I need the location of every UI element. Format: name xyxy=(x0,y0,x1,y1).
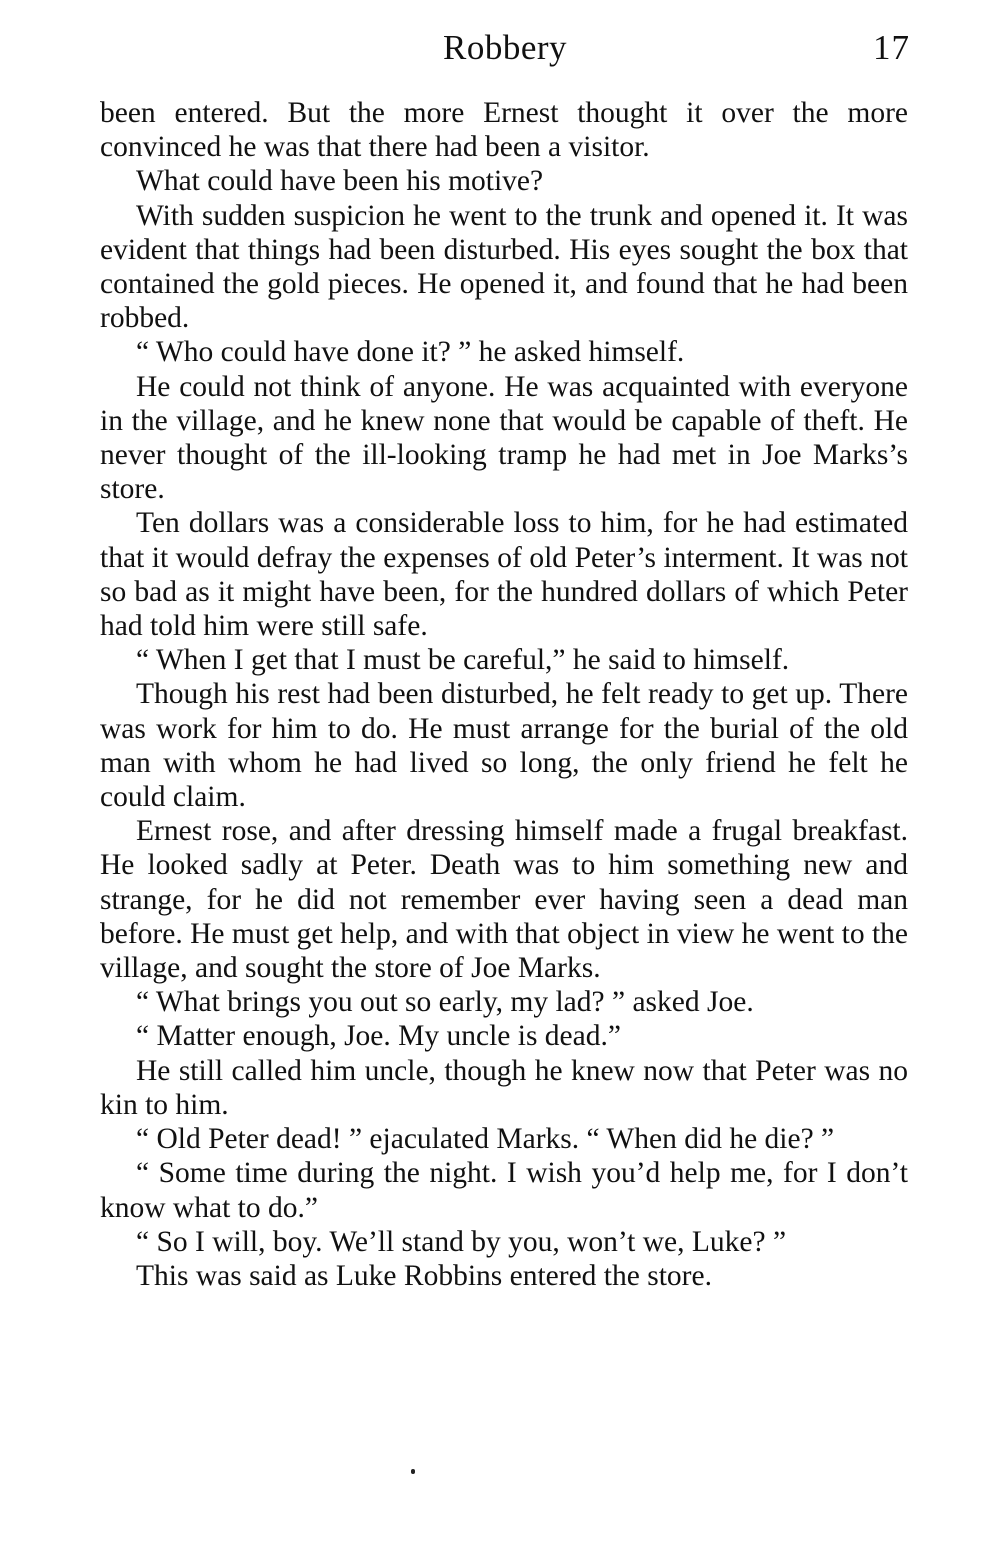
paragraph: He still called him uncle, though he knew now that Peter was no kin to him. xyxy=(100,1054,908,1121)
paragraph: “ Some time during the night. I wish you’d help me, for I don’t know what to do.” xyxy=(100,1157,908,1224)
paragraph: “ When I get that I must be careful,” he said to himself. xyxy=(136,644,790,677)
paragraph: “ Old Peter dead! ” ejaculated Marks. “ When did he die? ” xyxy=(136,1123,835,1156)
running-head xyxy=(100,28,910,76)
paragraph: “ So I will, boy. We’ll stand by you, won’t we, Luke? ” xyxy=(136,1225,787,1258)
paragraph: Ernest rose, and after dressing himself made a frugal breakfast. He looked sadly at Peter. Death was to him something new and strange, for he did not remember ever having seen a dead man before. He must get help, and with that object in view he went to the village, and sought the store of Joe Marks. xyxy=(100,815,908,985)
paragraph: He could not think of anyone. He was acquainted with everyone in the village, and he knew none that would be capable of theft. He never thought of the ill-looking tramp he had met in Joe Marks’s store. xyxy=(100,370,908,506)
paragraph: With sudden suspicion he went to the trunk and opened it. It was evident that things had been disturbed. His eyes sought the box that contained the gold pieces. He opened it, and found that he had been robbed. xyxy=(100,199,908,335)
paragraph: What could have been his motive? xyxy=(136,165,544,198)
paragraph: Though his rest had been disturbed, he felt ready to get up. There was work for him to do. He must arrange for the burial of the old man with whom he had lived so long, the only friend he felt he could claim. xyxy=(100,678,908,814)
body-text xyxy=(100,96,908,1293)
paragraph: “ What brings you out so early, my lad? ” asked Joe. xyxy=(136,986,754,1019)
paragraph: Ten dollars was a considerable loss to him, for he had estimated that it would defray the expenses of old Peter’s interment. It was not so bad as it might have been, for the hundred dollars of which Peter had told him were still safe. xyxy=(100,507,908,643)
paragraph: “ Who could have done it? ” he asked himself. xyxy=(136,336,685,369)
paragraph: “ Matter enough, Joe. My uncle is dead.” xyxy=(136,1020,621,1053)
paragraph: been entered. But the more Ernest thought it over the more convinced he was that there had been a visitor. xyxy=(100,97,908,164)
ink-speck xyxy=(411,1469,415,1474)
paragraph: This was said as Luke Robbins entered the store. xyxy=(136,1259,712,1292)
running-title: Robbery xyxy=(442,28,568,67)
page-number: 17 xyxy=(873,28,910,67)
